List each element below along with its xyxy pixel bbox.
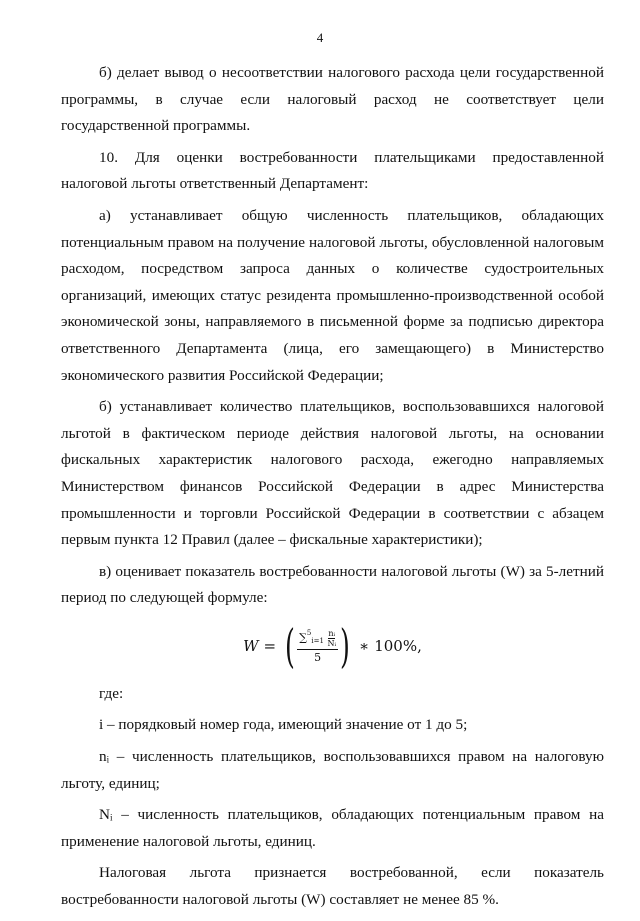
definition-i: i – порядковый номер года, имеющий значение от 1 до 5; bbox=[99, 716, 468, 734]
sum-upper: 5 bbox=[306, 629, 312, 638]
paragraph-v-demand-indicator: в) оценивает показатель востребованности налоговой льготы (W) за 5-летний период по следующей формуле: bbox=[61, 562, 604, 607]
inner-numerator: nᵢ bbox=[328, 628, 336, 638]
demand-formula bbox=[61, 617, 604, 675]
left-paren: ( bbox=[285, 618, 296, 673]
formula-numerator bbox=[297, 626, 338, 650]
paragraph-a-total-count: а) устанавливает общую численность плательщиков, обладающих потенциальным правом на получение налоговой льготы, обусловленной налоговым расходом, посредством запроса данных о количестве судостроительных организаций, имеющих статус резидента промышленно-производственной особой экономической зоны, направляемого в письменной форме за подписью директора ответственного Департамента (лица, его замещающего) в Министерство экономического развития Российской Федерации; bbox=[61, 206, 604, 384]
formula-times: ∗ bbox=[359, 636, 370, 655]
formula-equals: = bbox=[263, 636, 277, 655]
formula-fraction bbox=[297, 626, 338, 665]
document-body bbox=[61, 60, 604, 919]
sum-symbol: ∑ bbox=[299, 631, 307, 645]
sum-lower: i=1 bbox=[311, 637, 324, 646]
formula-denominator: 5 bbox=[314, 651, 322, 665]
definition-n-capital: Nᵢ – численность плательщиков, обладающих потенциальным правом на применение налоговой льготы, единиц. bbox=[61, 806, 604, 850]
formula-lhs: W bbox=[243, 636, 259, 655]
inner-fraction bbox=[327, 629, 336, 648]
definition-n-small: nᵢ – численность плательщиков, воспользовавшихся правом на налоговую льготу, единиц; bbox=[61, 748, 604, 792]
paragraph-10: 10. Для оценки востребованности плательщиками предоставленной налоговой льготы ответственный Департамент: bbox=[61, 148, 604, 193]
page-number: 4 bbox=[316, 30, 324, 45]
formula-comma: , bbox=[417, 636, 422, 655]
right-paren: ) bbox=[340, 618, 350, 673]
where-label: где: bbox=[99, 684, 124, 702]
paragraph-b-used-count: б) устанавливает количество плательщиков, воспользовавшихся налоговой льготой в фактическом периоде действия налоговой льготы, на основании фискальных характеристик налогового расхода, ежегодно направляемых Министерством финансов Российской Федерации в адрес Министерства промышленности и торговли Российской Федерации в соответствии с абзацем первым пункта 12 Правил (далее – фискальные характеристики); bbox=[61, 398, 604, 549]
inner-denominator: Nᵢ bbox=[327, 638, 337, 648]
paragraph-conclusion: Налоговая льгота признается востребованной, если показатель востребованности налоговой льготы (W) составляет не менее 85 %. bbox=[61, 864, 604, 909]
formula-percent: 100% bbox=[374, 636, 418, 655]
paragraph-b-conclusion: б) делает вывод о несоответствии налогового расхода цели государственной программы, в случае если налоговый расход не соответствует цели государственной программы. bbox=[61, 64, 604, 135]
